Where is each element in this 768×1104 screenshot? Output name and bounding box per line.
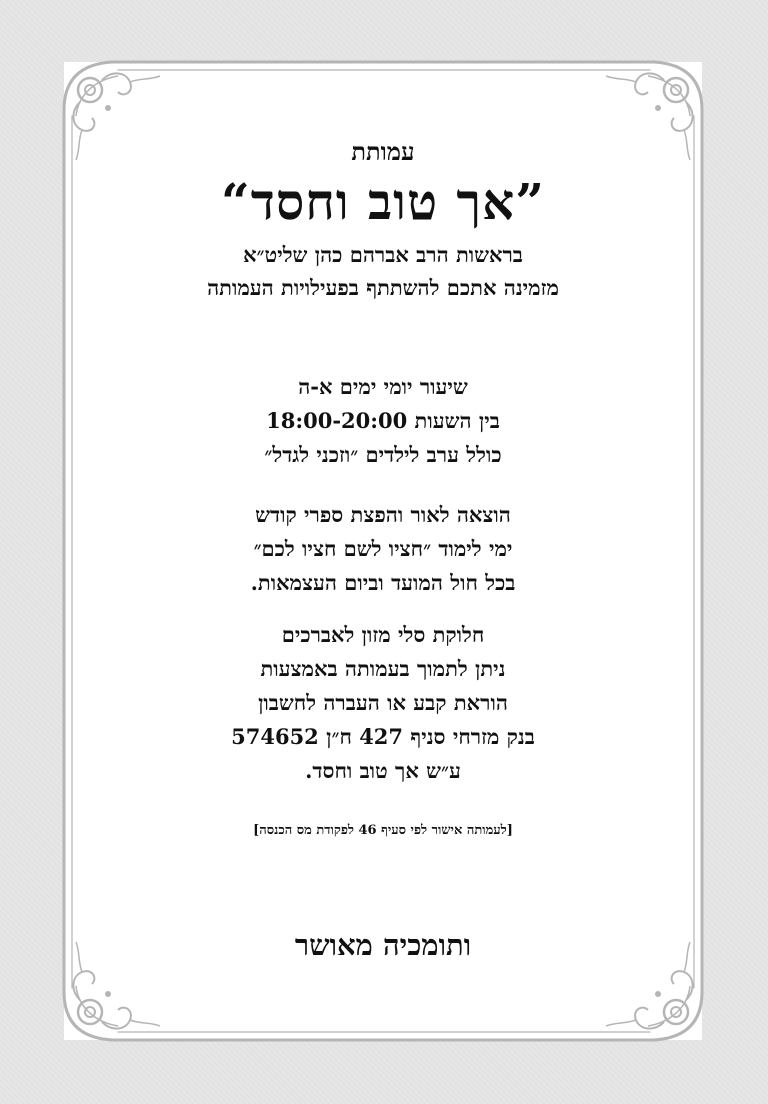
organization-title: ”אך טוב וחסד“ [221, 172, 545, 231]
support-line: ניתן לתמוך בעמותה באמצעות [260, 656, 506, 681]
lesson-hours-line: בין השעות 18:00-20:00 [266, 408, 500, 433]
account-name-line: ע״ש אך טוב וחסד. [305, 758, 461, 783]
rabbi-line: בראשות הרב אברהם כהן שליט״א [243, 242, 523, 267]
publishing-line: הוצאה לאור והפצת ספרי קודש [255, 502, 511, 527]
closing-blessing: ותומכיה מאושר [294, 928, 472, 962]
daily-lesson-line: שיעור יומי ימים א-ה [298, 374, 468, 399]
tax-approval-note: [לעמותה אישור לפי סעיף 46 לפקודת מס הכנסה] [253, 823, 513, 838]
organization-intro: עמותת [351, 137, 415, 166]
invitation-content [64, 62, 702, 1040]
study-days-line: ימי לימוד ״חציו לשם חציו לכם״ [253, 536, 513, 561]
invitation-line: מזמינה אתכם להשתתף בפעילויות העמותה [207, 275, 559, 300]
kids-evening-line: כולל ערב לילדים ״וזכני לגדל״ [264, 442, 502, 467]
holiday-line: בכל חול המועד וביום העצמאות. [250, 570, 516, 595]
food-baskets-line: חלוקת סלי מזון לאברכים [281, 622, 485, 647]
bank-details-line: בנק מזרחי סניף 427 ח״ן 574652 [231, 724, 535, 749]
standing-order-line: הוראת קבע או העברה לחשבון [258, 690, 508, 715]
